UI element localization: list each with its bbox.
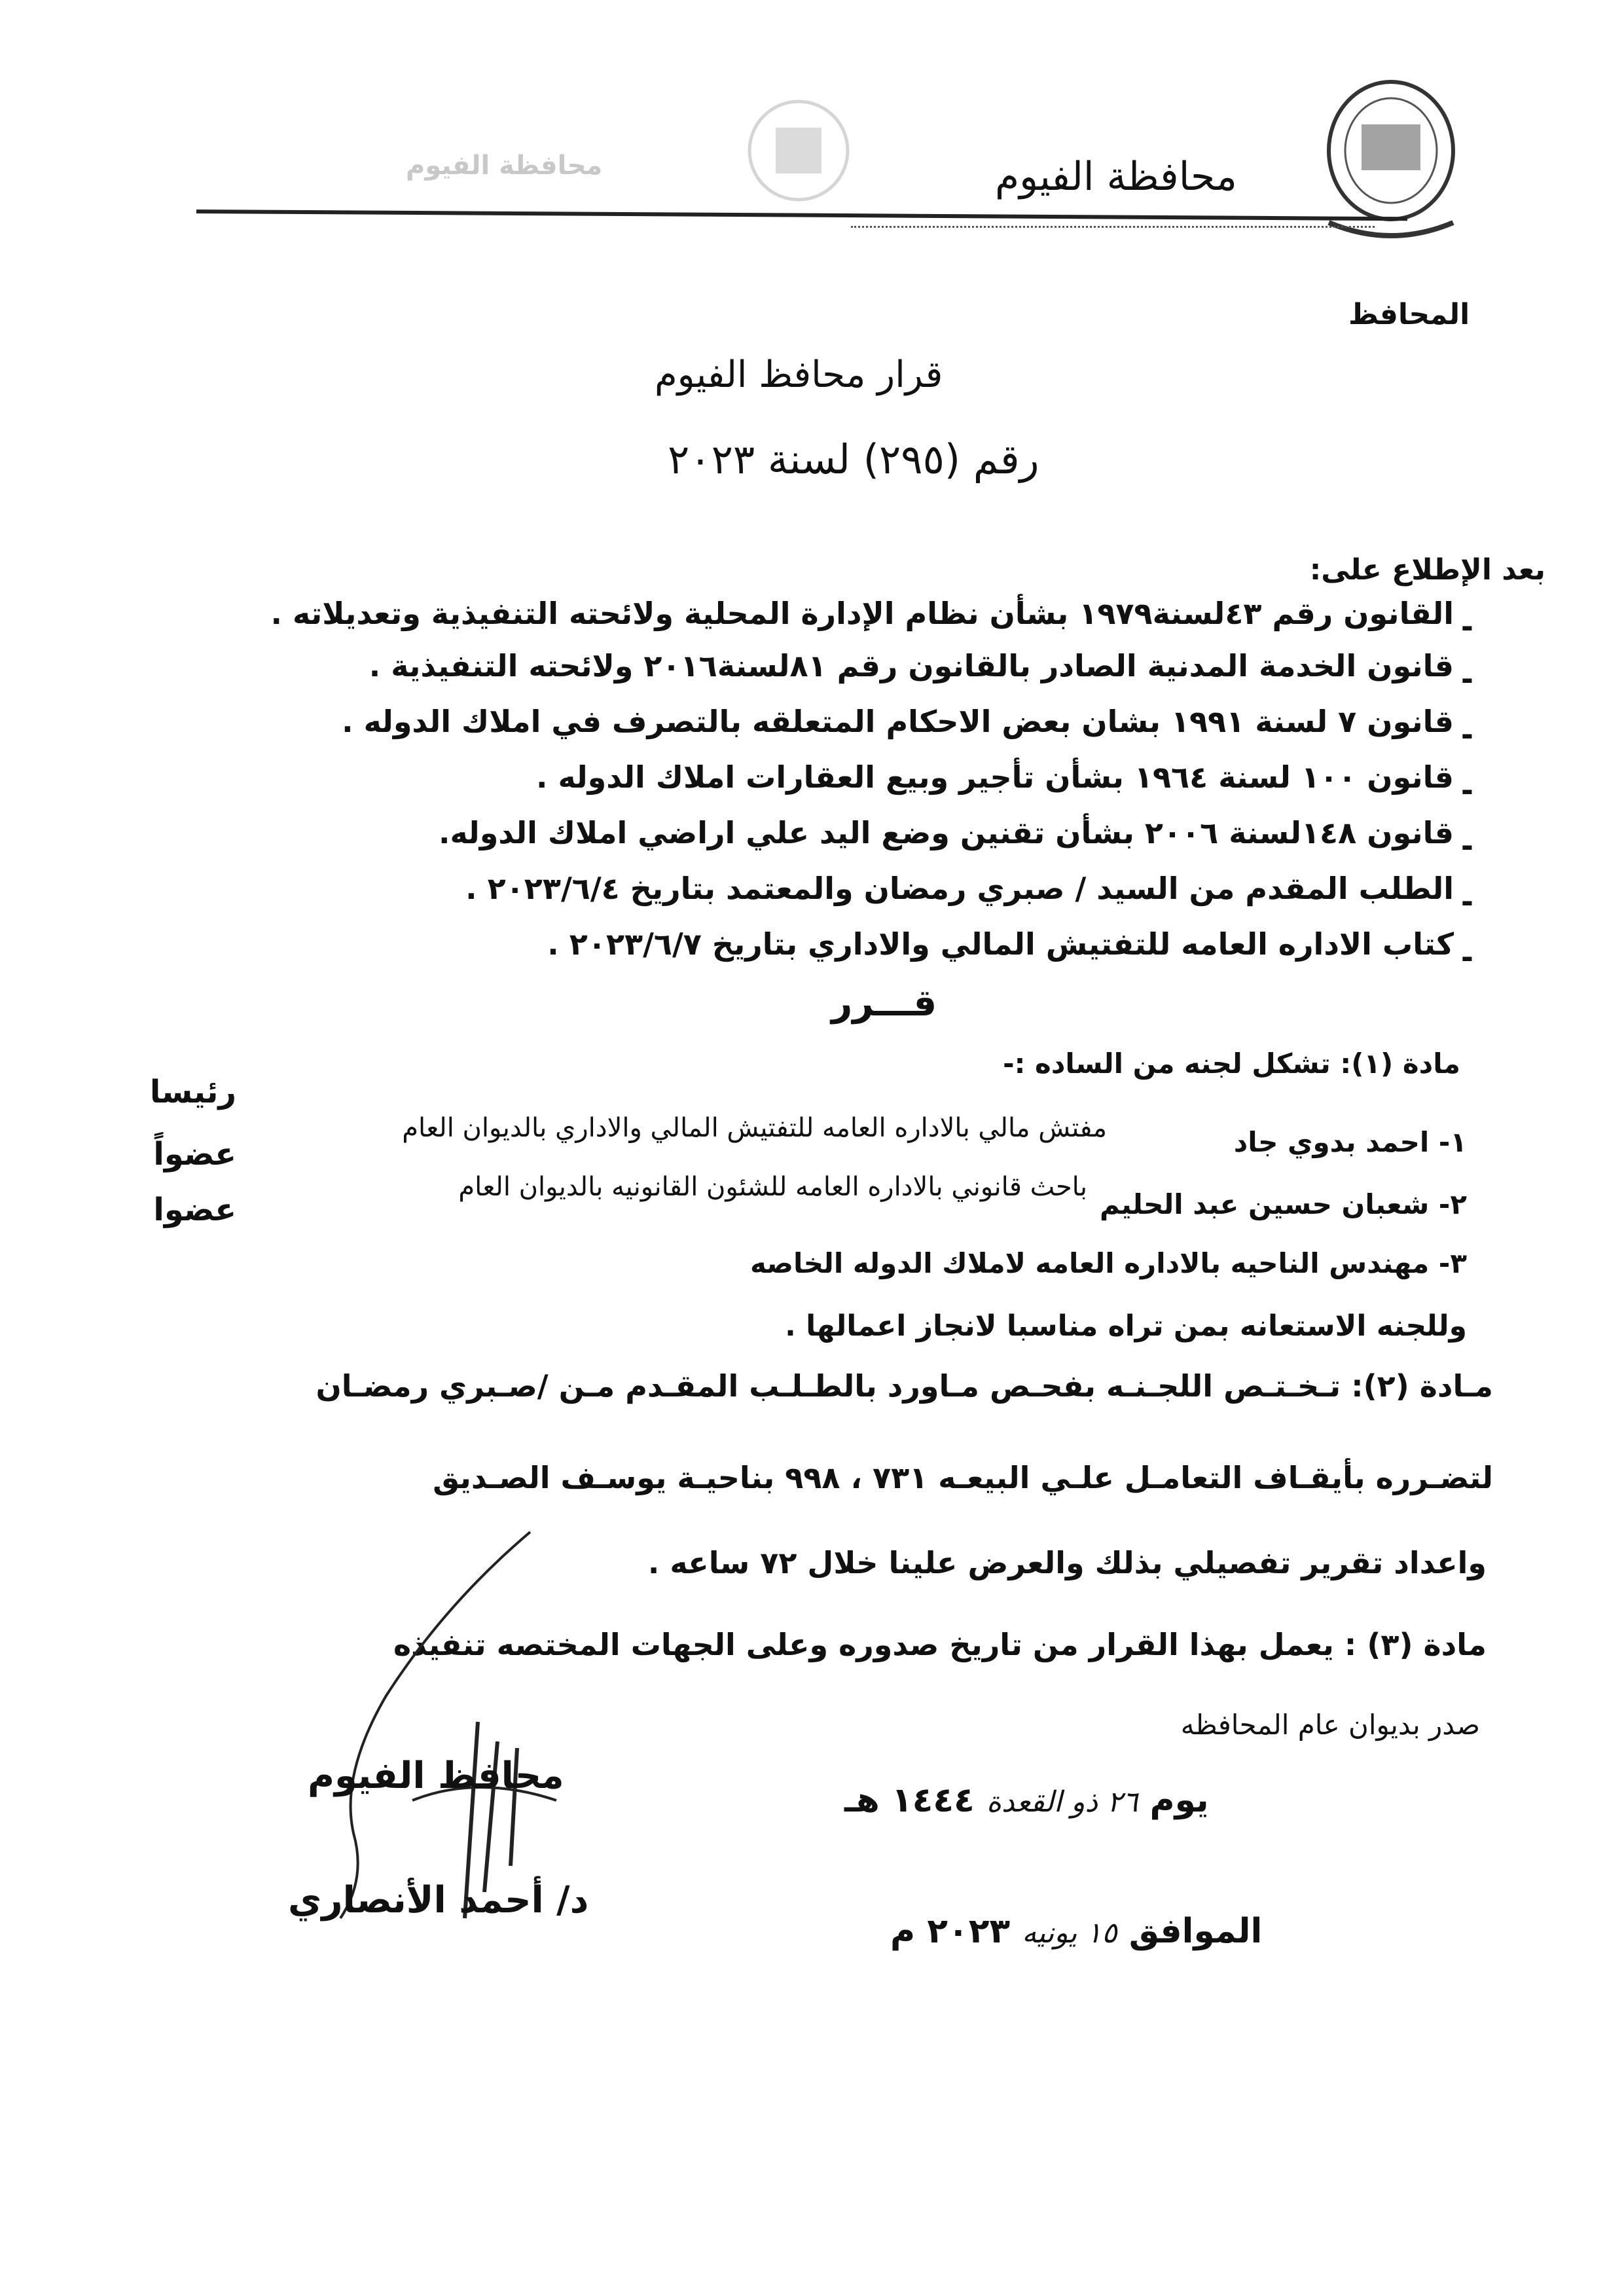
office-label: المحافظ [1348, 298, 1470, 331]
list-dash: - [1460, 828, 1473, 864]
handwritten-signature [281, 1525, 622, 1931]
governorate-emblem-logo [1316, 72, 1466, 249]
list-dash: - [1460, 609, 1473, 644]
governorate-header-title: محافظة الفيوم [995, 154, 1237, 200]
list-dash: - [1460, 661, 1473, 697]
article-2-line-3: واعداد تقرير تفصيلي بذلك والعرض علينا خلال ٧٢ ساعه . [647, 1545, 1487, 1580]
decree-title: قرار محافظ الفيوم [655, 354, 943, 396]
signature-title: محافظ الفيوم [308, 1755, 564, 1797]
committee-member-title: مفتش مالي بالاداره العامه للتفتيش المالي والاداري بالديوان العام [402, 1113, 1107, 1143]
list-dash: - [1460, 773, 1473, 808]
decree-number: رقم (٢٩٥) لسنة ٢٠٢٣ [668, 435, 1039, 483]
committee-member-name: ٢- شعبان حسين عبد الحليم [1099, 1188, 1467, 1220]
hijri-prefix: يوم [1149, 1781, 1209, 1820]
header-ghost-text: محافظة الفيوم [406, 151, 603, 181]
gregorian-date [890, 1912, 1262, 1951]
committee-member-title: باحث قانوني بالاداره العامه للشئون القانونيه بالديوان العام [458, 1172, 1087, 1202]
committee-assist-line: وللجنه الاستعانه بمن تراه مناسبا لانجاز اعمالها . [785, 1309, 1467, 1343]
article-2-line-2: لتضـرره بأيقـاف التعامـل علـي البيعـه ٧٣١ ، ٩٩٨ بناحيـة يوسـف الصـديق [433, 1460, 1493, 1495]
committee-member-role: عضوا [153, 1192, 236, 1228]
hijri-handwritten-day: ٢٦ ذو القعدة [986, 1785, 1138, 1819]
faded-emblem-watermark [740, 85, 857, 223]
committee-member-name: ١- احمد بدوي جاد [1233, 1126, 1467, 1158]
reference-item-7: كتاب الاداره العامه للتفتيش المالي والاداري بتاريخ ٢٠٢٣/٦/٧ . [547, 926, 1454, 962]
list-dash: - [1460, 717, 1473, 752]
decided-heading: قـــرر [831, 982, 937, 1025]
hijri-date [844, 1781, 1209, 1820]
signature-name: د/ أحمد الأنصاري [288, 1879, 589, 1922]
gregorian-handwritten-day: ١٥ يونيه [1022, 1916, 1117, 1950]
issued-at-line: صدر بديوان عام المحافظه [1180, 1709, 1480, 1741]
article-3-line: مادة (٣) : يعمل بهذا القرار من تاريخ صدوره وعلى الجهات المختصه تنفيذه [393, 1627, 1487, 1662]
reference-item-6: الطلب المقدم من السيد / صبري رمضان والمعتمد بتاريخ ٢٠٢٣/٦/٤ . [465, 871, 1454, 906]
list-dash: - [1460, 884, 1473, 919]
gregorian-year: ٢٠٢٣ م [890, 1912, 1011, 1951]
hijri-year: ١٤٤٤ هـ [844, 1781, 975, 1820]
committee-member-role: رئيسا [149, 1074, 236, 1110]
reference-item-4: قانون ١٠٠ لسنة ١٩٦٤ بشأن تأجير وبيع العقارات املاك الدوله . [535, 759, 1454, 795]
article-1-heading: مادة (١): تشكل لجنه من الساده :- [1003, 1048, 1460, 1080]
reference-item-5: قانون ١٤٨لسنة ٢٠٠٦ بشأن تقنين وضع اليد علي اراضي املاك الدوله. [439, 815, 1454, 850]
committee-member-name: ٣- مهندس الناحيه بالاداره العامه لاملاك الدوله الخاصه [749, 1247, 1467, 1279]
reference-item-2: قانون الخدمة المدنية الصادر بالقانون رقم ٨١لسنة٢٠١٦ ولائحته التنفيذية . [369, 648, 1454, 683]
article-2-line-1: مـادة (٢): تـخـتـص اللجـنـه بفحـص مـاورد بالطـلـب المقـدم مـن /صـبري رمضـان [316, 1368, 1493, 1404]
gregorian-prefix: الموافق [1128, 1912, 1263, 1951]
reference-item-3: قانون ٧ لسنة ١٩٩١ بشان بعض الاحكام المتعلقه بالتصرف في املاك الدوله . [342, 704, 1454, 739]
committee-member-role: عضواً [153, 1136, 236, 1173]
list-dash: - [1460, 939, 1473, 975]
reference-item-1: القانون رقم ٤٣لسنة١٩٧٩ بشأن نظام الإدارة المحلية ولائحته التنفيذية وتعديلاته . [270, 596, 1454, 631]
preamble-intro: بعد الإطلاع على: [1309, 553, 1545, 587]
header-dotted-divider [851, 226, 1375, 228]
